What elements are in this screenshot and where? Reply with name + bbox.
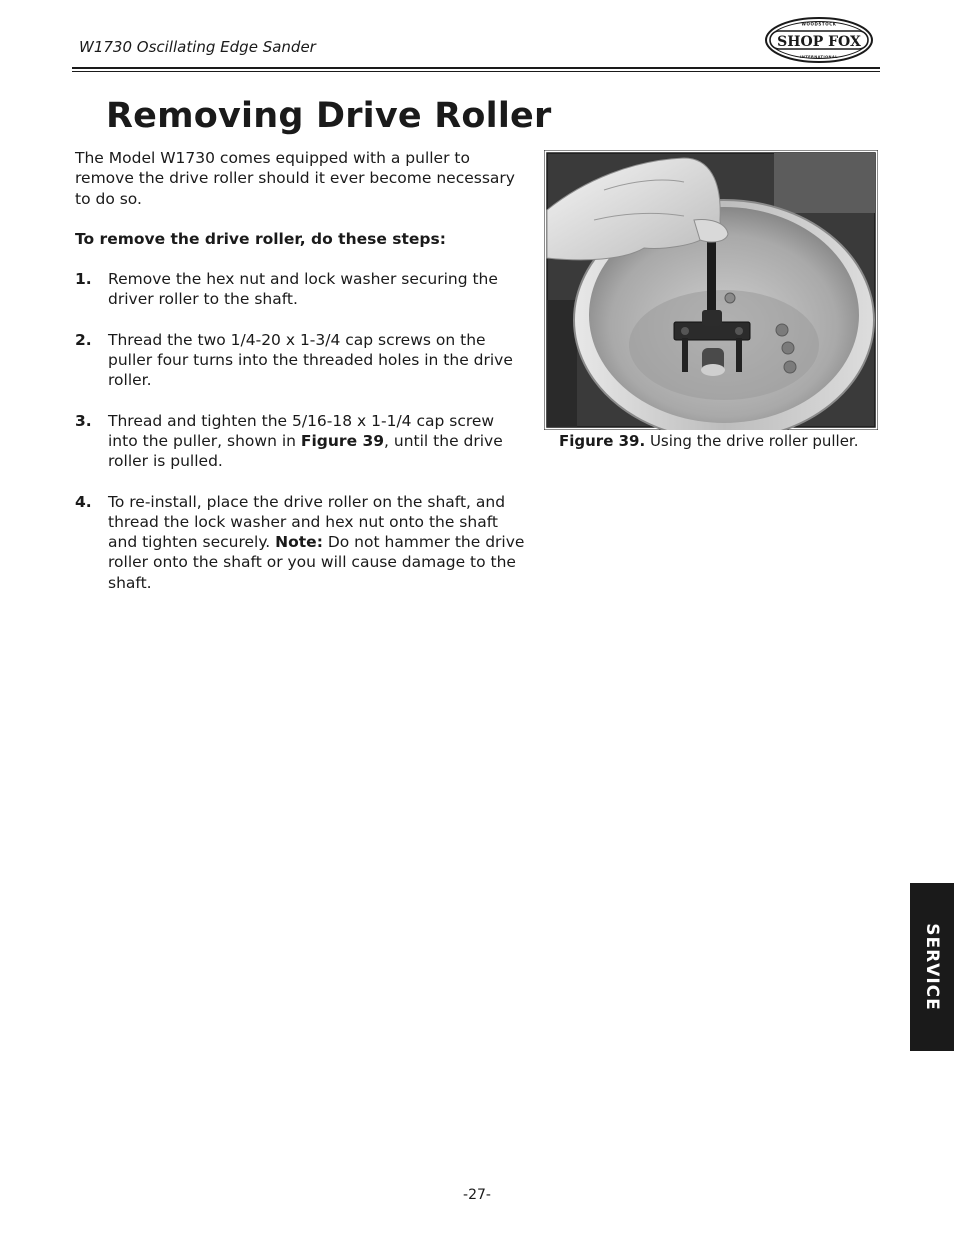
logo-top-text: WOODSTOCK	[801, 21, 837, 27]
step-text-part: Thread and tighten the 5/16-18 x 1-1/4 cap screw into the puller, shown in	[108, 411, 495, 450]
step-3	[75, 411, 527, 472]
section-tab-service	[910, 883, 954, 1051]
page-heading: Removing Drive Roller	[106, 96, 552, 136]
step-text: Remove the hex nut and lock washer securing the driver roller to the shaft.	[108, 270, 498, 309]
steps-heading: To remove the drive roller, do these steps:	[75, 229, 446, 248]
body-text	[75, 148, 527, 613]
intro-paragraph: The Model W1730 comes equipped with a puller to remove the drive roller should it ever become necessary to do so.	[75, 149, 515, 208]
figure-39-photo	[544, 150, 878, 430]
header-rule	[72, 67, 880, 69]
step-number: 4.	[75, 492, 92, 511]
figure-label: Figure 39.	[559, 432, 646, 450]
step-1	[75, 269, 527, 310]
step-number: 2.	[75, 330, 92, 349]
step-number: 3.	[75, 411, 92, 430]
step-text: Thread the two 1/4-20 x 1-3/4 cap screws on the puller four turns into the threaded holes in the drive roller.	[108, 330, 513, 390]
step-text	[108, 412, 503, 471]
step-text-part: , until the drive roller is pulled.	[108, 431, 503, 471]
step-text	[108, 493, 524, 592]
step-text-part: Do not hammer the drive roller onto the shaft or you will cause damage to the shaft.	[108, 533, 525, 592]
shop-fox-logo	[764, 16, 874, 64]
step-2	[75, 330, 527, 391]
note-label: Note:	[275, 533, 323, 552]
step-text-part: To re-install, place the drive roller on the shaft, and thread the lock washer and hex nut onto the shaft and tighten securely.	[108, 492, 506, 552]
figure-reference: Figure 39	[300, 431, 385, 450]
manual-title: W1730 Oscillating Edge Sander	[79, 38, 316, 56]
page-number: -27-	[463, 1187, 491, 1203]
header-rule-thin	[72, 71, 880, 72]
step-4	[75, 492, 527, 593]
logo-main-text: SHOP FOX	[777, 34, 861, 50]
figure-caption-text: Using the drive roller puller.	[645, 432, 859, 450]
figure-caption	[559, 432, 858, 450]
section-tab-label: SERVICE	[922, 923, 942, 1011]
logo-bottom-text: INTERNATIONAL	[800, 55, 838, 59]
step-number: 1.	[75, 270, 92, 289]
